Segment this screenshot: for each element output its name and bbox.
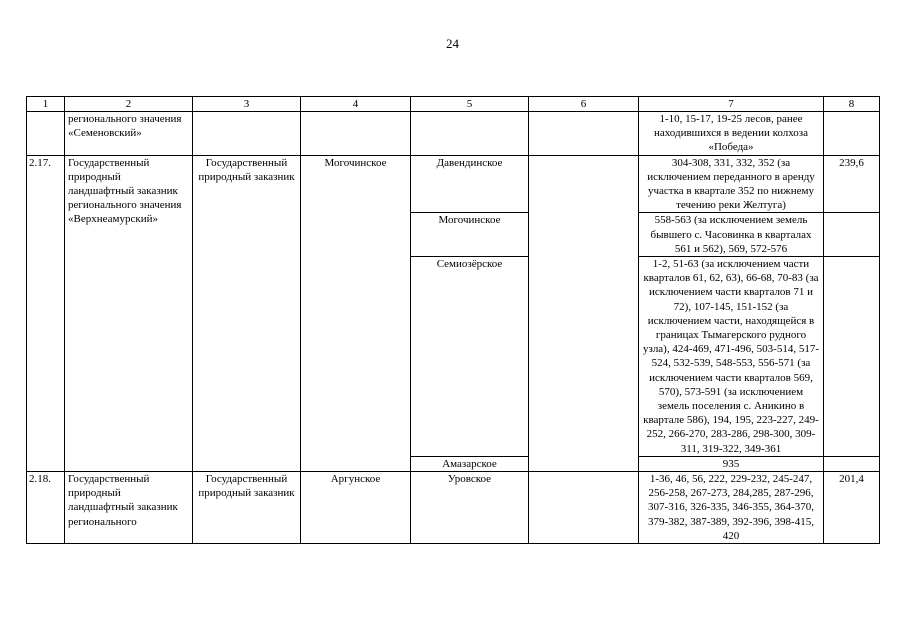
table-cell (824, 213, 880, 257)
table-row (27, 155, 880, 213)
forest-reserve-table (26, 96, 880, 544)
table-cell (27, 112, 65, 156)
area-cell: 201,4 (824, 472, 880, 544)
table-cell (301, 112, 411, 156)
table-cell (193, 112, 301, 156)
table-cell (824, 456, 880, 471)
reserve-name-cell: Государственный природный ландшафтный заказник регионального (65, 472, 193, 544)
reserve-name-cell: регионального значения «Семеновский» (65, 112, 193, 156)
column-number: 7 (639, 97, 824, 112)
district-cell: Амазарское (411, 456, 529, 471)
quarters-cell: 1-36, 46, 56, 222, 229-232, 245-247, 256-258, 267-273, 284,285, 287-296, 307-316, 326-335, 346-355, 364-370, 379-382, 387-389, 392-396, 398-415, 420 (639, 472, 824, 544)
table-row (27, 472, 880, 544)
quarters-cell: 1-10, 15-17, 19-25 лесов, ранее находившихся в ведении колхоза «Победа» (639, 112, 824, 156)
district-cell: Семиозёрское (411, 257, 529, 457)
entry-number-cell: 2.17. (27, 155, 65, 471)
forestry-cell: Могочинское (301, 155, 411, 471)
table-cell (824, 257, 880, 457)
quarters-cell: 304-308, 331, 332, 352 (за исключением переданного в аренду участка в квартале 352 по нижнему течению реки Желтуга) (639, 155, 824, 213)
category-cell: Государственный природный заказник (193, 472, 301, 544)
table-cell (529, 112, 639, 156)
column-number: 4 (301, 97, 411, 112)
quarters-cell: 935 (639, 456, 824, 471)
area-cell: 239,6 (824, 155, 880, 213)
column-number: 1 (27, 97, 65, 112)
district-cell: Уровское (411, 472, 529, 544)
table-cell (529, 155, 639, 471)
table-cell (411, 112, 529, 156)
column-number: 5 (411, 97, 529, 112)
column-number: 6 (529, 97, 639, 112)
reserve-name-cell: Государственный природный ландшафтный заказник регионального значения «Верхнеамурский» (65, 155, 193, 471)
forestry-cell: Аргунское (301, 472, 411, 544)
entry-number-cell: 2.18. (27, 472, 65, 544)
column-number-row (27, 97, 880, 112)
table-cell (824, 112, 880, 156)
column-number: 2 (65, 97, 193, 112)
table-row (27, 112, 880, 156)
district-cell: Могочинское (411, 213, 529, 257)
district-cell: Давендинское (411, 155, 529, 213)
quarters-cell: 558-563 (за исключением земель бывшего с. Часовинка в кварталах 561 и 562), 569, 572-576 (639, 213, 824, 257)
column-number: 8 (824, 97, 880, 112)
page-number: 24 (446, 36, 459, 51)
table-cell (529, 472, 639, 544)
column-number: 3 (193, 97, 301, 112)
category-cell: Государственный природный заказник (193, 155, 301, 471)
quarters-cell: 1-2, 51-63 (за исключением части кварталов 61, 62, 63), 66-68, 70-83 (за исключением части кварталов 71 и 72), 107-145, 151-152 (за исключением части, находящейся в границах Тымагерского рудного узла), 424-469, 471-496, 503-514, 517-524, 532-539, 548-553, 556-571 (за исключением части кварталов 569, 570), 573-591 (за исключением земель поселения с. Аникино в квартале 586), 194, 195, 223-227, 249-252, 266-270, 283-286, 298-300, 309-311, 319-322, 349-361 (639, 257, 824, 457)
